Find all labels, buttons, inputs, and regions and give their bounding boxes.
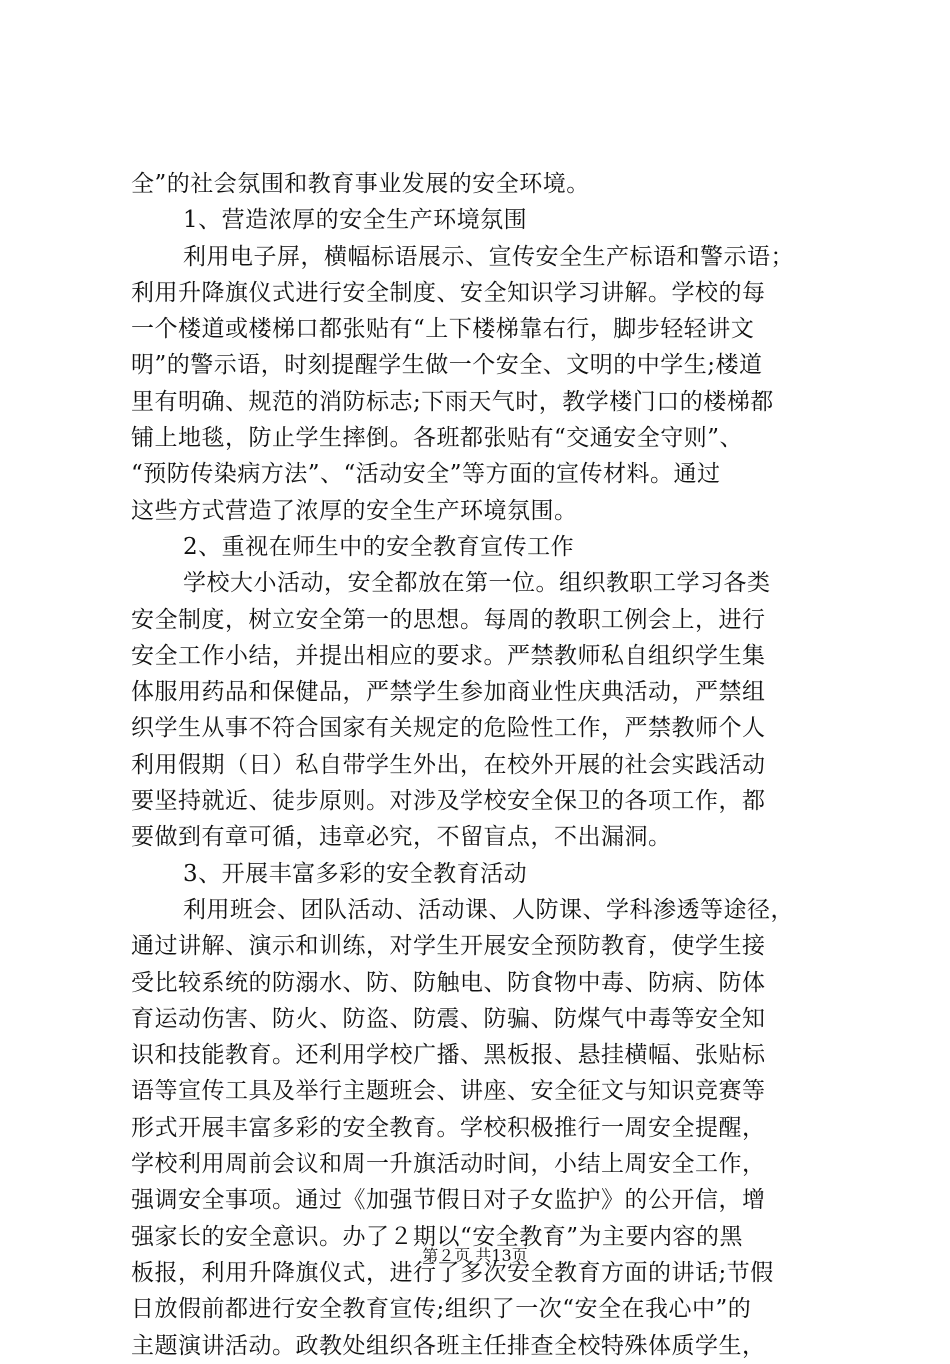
- document-body: [131, 166, 839, 1364]
- text-line: 这些方式营造了浓厚的安全生产环境氛围。: [131, 497, 578, 524]
- text-line: 铺上地毯，防止学生摔倒。各班都张贴有“交通安全守则”、: [131, 425, 744, 452]
- text-line: 利用假期（日）私自带学生外出，在校外开展的社会实践活动: [131, 751, 766, 778]
- text-line: 明”的警示语，时刻提醒学生做一个安全、文明的中学生;楼道: [131, 352, 763, 379]
- text-line: 利用电子屏，横幅标语展示、宣传安全生产标语和警示语；: [183, 243, 794, 270]
- text-line: 安全制度，树立安全第一的思想。每周的教职工例会上，进行: [131, 606, 766, 633]
- page-number-footer: 第２页 共13页: [422, 1246, 528, 1265]
- text-line: 体服用药品和保健品，严禁学生参加商业性庆典活动，严禁组: [131, 679, 766, 706]
- text-line: 里有明确、规范的消防标志;下雨天气时，教学楼门口的楼梯都: [131, 388, 774, 415]
- text-line: 强调安全事项。通过《加强节假日对子女监护》的公开信，增: [131, 1187, 766, 1214]
- text-line: 学校利用周前会议和周一升旗活动时间，小结上周安全工作，: [131, 1151, 766, 1178]
- text-line: 强家长的安全意识。办了２期以“安全教育”为主要内容的黑: [131, 1223, 744, 1250]
- text-line: 通过讲解、演示和训练，对学生开展安全预防教育，使学生接: [131, 933, 766, 960]
- text-line: “预防传染病方法”、“活动安全”等方面的宣传材料。通过: [131, 461, 721, 488]
- text-line: 利用班会、团队活动、活动课、人防课、学科渗透等途径，: [183, 896, 794, 923]
- text-line: 利用升降旗仪式进行安全制度、安全知识学习讲解。学校的每: [131, 279, 766, 306]
- text-line: 识和技能教育。还利用学校广播、黑板报、悬挂横幅、张贴标: [131, 1042, 766, 1069]
- section-heading: 1、营造浓厚的安全生产环境氛围: [183, 207, 528, 234]
- text-line: 要做到有章可循，违章必究，不留盲点，不出漏洞。: [131, 824, 672, 851]
- text-line: 主题演讲活动。政教处组织各班主任排查全校特殊体质学生，: [131, 1332, 766, 1359]
- text-line: 学校大小活动，安全都放在第一位。组织教职工学习各类: [183, 570, 771, 597]
- text-line: 板报，利用升降旗仪式，进行了多次安全教育方面的讲话;节假: [131, 1259, 774, 1286]
- text-line: 形式开展丰富多彩的安全教育。学校积极推行一周安全提醒，: [131, 1114, 766, 1141]
- text-line: 日放假前都进行安全教育宣传;组织了一次“安全在我心中”的: [131, 1296, 752, 1323]
- text-line: 育运动伤害、防火、防盗、防震、防骗、防煤气中毒等安全知: [131, 1005, 766, 1032]
- section-heading: 2、重视在师生中的安全教育宣传工作: [183, 533, 575, 560]
- text-line: 全”的社会氛围和教育事业发展的安全环境。: [131, 171, 590, 197]
- text-line: 一个楼道或楼梯口都张贴有“上下楼梯靠右行，脚步轻轻讲文: [131, 316, 755, 343]
- text-line: 语等宣传工具及举行主题班会、讲座、安全征文与知识竞赛等: [131, 1078, 766, 1105]
- text-line: 安全工作小结，并提出相应的要求。严禁教师私自组织学生集: [131, 642, 766, 669]
- text-line: 要坚持就近、徒步原则。对涉及学校安全保卫的各项工作，都: [131, 788, 766, 815]
- text-line: 织学生从事不符合国家有关规定的危险性工作，严禁教师个人: [131, 715, 766, 742]
- section-heading: 3、开展丰富多彩的安全教育活动: [183, 860, 528, 887]
- text-line: 受比较系统的防溺水、防、防触电、防食物中毒、防病、防体: [131, 969, 766, 996]
